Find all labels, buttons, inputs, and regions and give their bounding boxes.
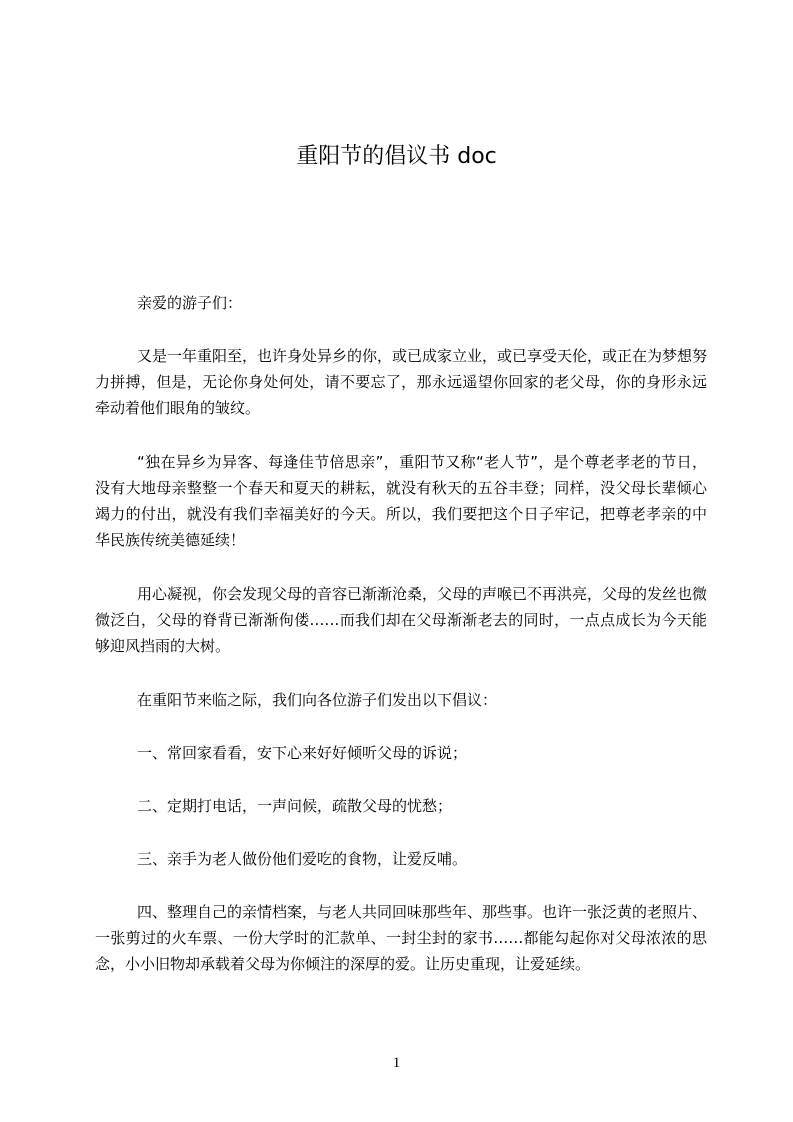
paragraph-3: 用心凝视，你会发现父母的音容已渐渐沧桑，父母的声喉已不再洪亮，父母的发丝也微微泛白，父母的脊背已渐渐佝偻……而我们却在父母渐渐老去的同时，一点点成长为今天能够迎风挡雨的大树。 [95, 585, 708, 655]
proposal-item-1: 一、常回家看看，安下心来好好倾听父母的诉说； [137, 744, 468, 762]
greeting-line: 亲爱的游子们： [137, 294, 243, 312]
paragraph-2: “独在异乡为异客、每逢佳节倍思亲”，重阳节又称“老人节”，是个尊老孝老的节日，没有大地母亲整整一个春天和夏天的耕耘，就没有秋天的五谷丰登；同样，没父母长辈倾心竭力的付出，就没有我们幸福美好的今天。所以，我们要把这个日子牢记，把尊老孝亲的中华民族传统美德延续！ [95, 453, 707, 549]
paragraph-1: 又是一年重阳至，也许身处异乡的你，或已成家立业，或已享受天伦，或正在为梦想努力拼搏，但是，无论你身处何处，请不要忘了，那永远遥望你回家的老父母，你的身形永远牵动着他们眼角的皱纹。 [95, 347, 708, 417]
paragraph-4: 在重阳节来临之际，我们向各位游子们发出以下倡议： [137, 691, 498, 709]
proposal-item-2: 二、定期打电话，一声问候，疏散父母的忧愁； [137, 797, 453, 815]
proposal-item-4: 四、整理自己的亲情档案，与老人共同回味那些年、那些事。也许一张泛黄的老照片、一张剪过的火车票、一份大学时的汇款单、一封尘封的家书……都能勾起你对父母浓浓的思念，小小旧物却承载着父母为你倾注的深厚的爱。让历史重现，让爱延续。 [95, 903, 708, 973]
document-title: 重阳节的倡议书 doc [296, 144, 497, 169]
document-body [95, 290, 707, 977]
page-number: 1 [392, 1055, 401, 1071]
proposal-item-3: 三、亲手为老人做份他们爱吃的食物，让爱反哺。 [137, 850, 468, 868]
